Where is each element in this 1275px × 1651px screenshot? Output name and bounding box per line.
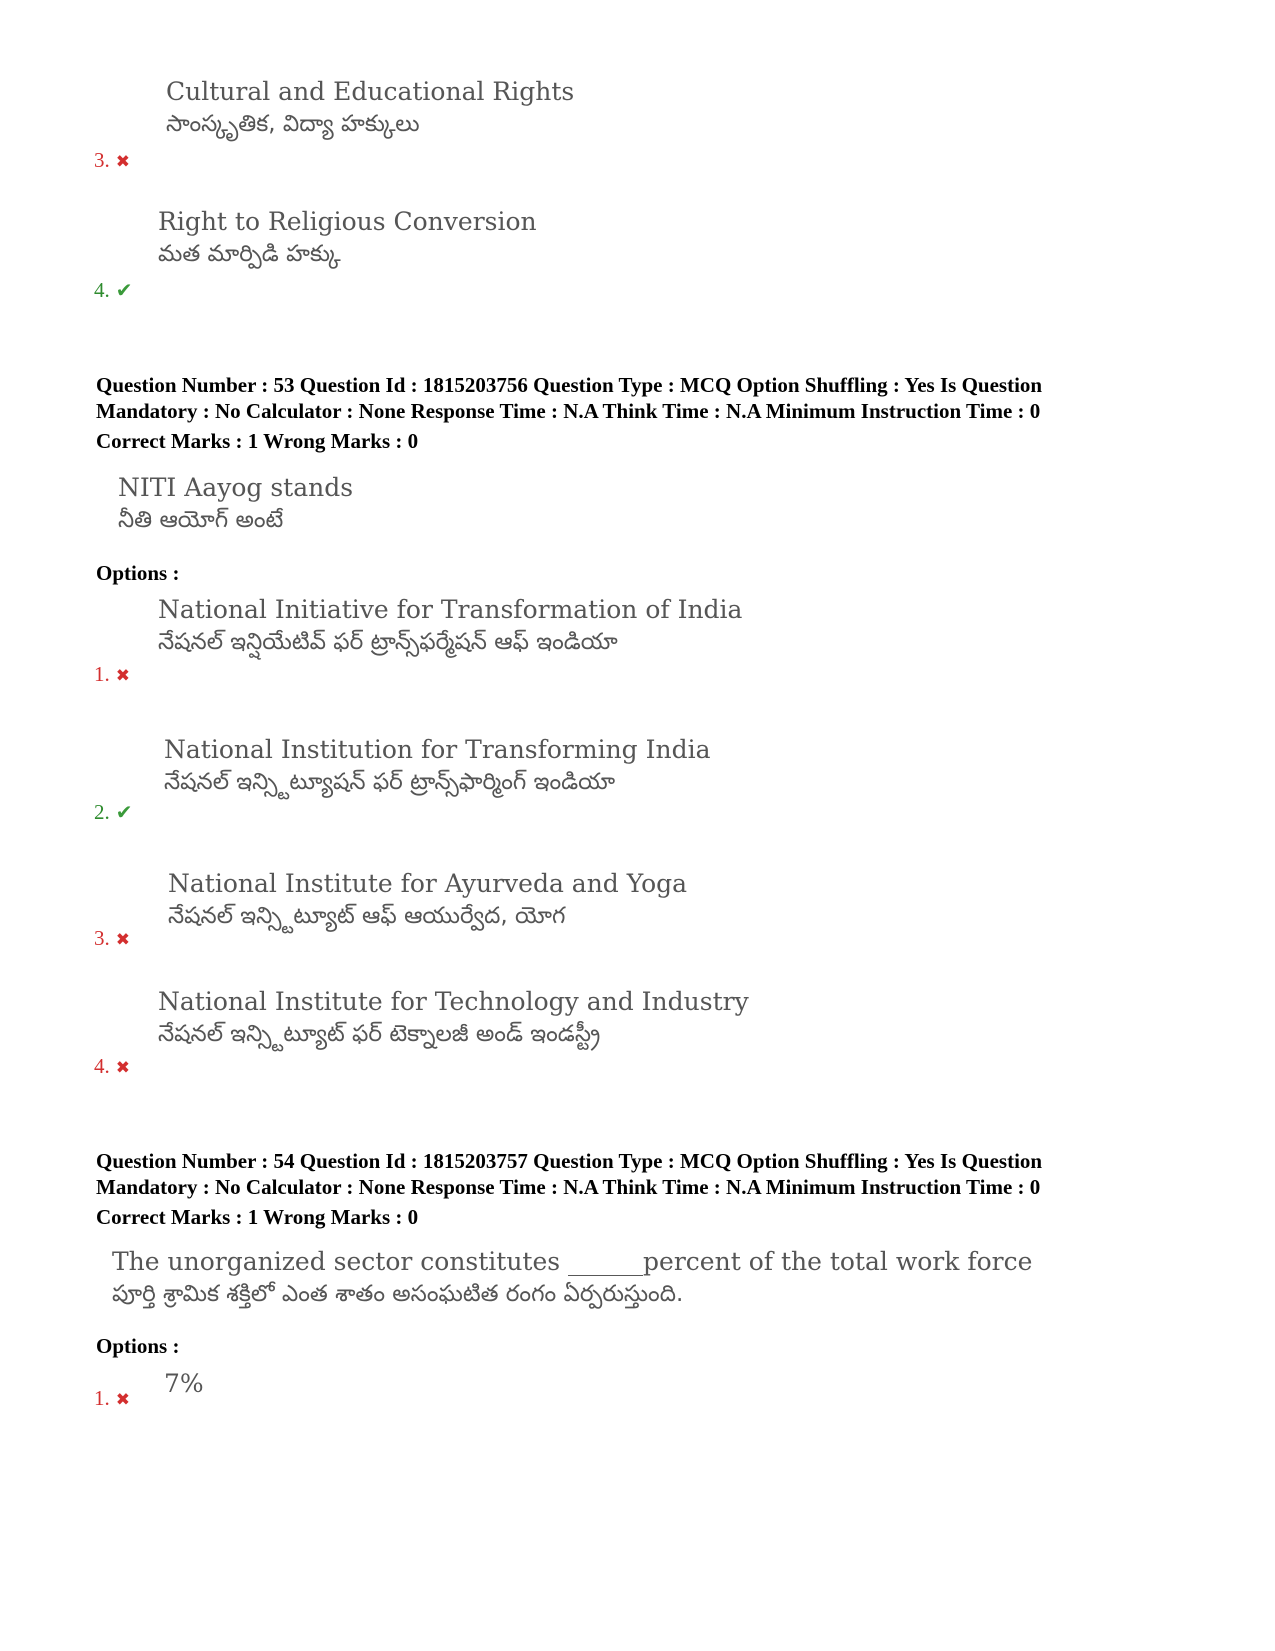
option-text-te: నేషనల్ ఇన్స్టిట్యూట్ ఆఫ్ ఆయుర్వేద, యోగ bbox=[168, 903, 566, 929]
option-text-en: National Institute for Technology and Industry bbox=[158, 987, 749, 1016]
options-label: Options : bbox=[96, 1334, 180, 1358]
option-number: 1. bbox=[94, 662, 110, 686]
q53-option-1-number bbox=[94, 662, 130, 688]
option-text-te: నేషనల్ ఇన్స్టిట్యూట్ ఫర్ టెక్నాలజీ అండ్ ఇండస్ట్రీ bbox=[158, 1021, 601, 1047]
cross-icon: ✖ bbox=[115, 930, 130, 950]
question-54-text bbox=[112, 1246, 1032, 1310]
option-number: 1. bbox=[94, 1386, 110, 1410]
question-text-te: నీతి ఆయోగ్ అంటే bbox=[118, 507, 284, 533]
q53-option-4-number bbox=[94, 1054, 130, 1080]
options-label: Options : bbox=[96, 561, 180, 585]
option-text-te: సాంస్కృతిక, విద్యా హక్కులు bbox=[166, 111, 420, 137]
question-text-en: The unorganized sector constitutes ______percent of the total work force bbox=[112, 1247, 1033, 1276]
cross-icon: ✖ bbox=[115, 1058, 130, 1078]
cross-icon: ✖ bbox=[115, 152, 130, 172]
prev-option-4 bbox=[158, 206, 537, 270]
question-text-en: NITI Aayog stands bbox=[118, 473, 354, 502]
option-number: 4. bbox=[94, 1054, 110, 1078]
option-number: 3. bbox=[94, 926, 110, 950]
q54-option-1 bbox=[164, 1368, 204, 1400]
option-number: 4. bbox=[94, 278, 110, 302]
cross-icon: ✖ bbox=[115, 1390, 130, 1410]
check-icon: ✔ bbox=[115, 800, 133, 824]
option-text-en: Right to Religious Conversion bbox=[158, 207, 537, 236]
meta-line: Mandatory : No Calculator : None Response Time : N.A Think Time : N.A Minimum Instruction Time : 0 bbox=[96, 399, 1041, 423]
check-icon: ✔ bbox=[115, 278, 133, 302]
question-53-marks: Correct Marks : 1 Wrong Marks : 0 bbox=[96, 429, 419, 453]
question-53-meta bbox=[96, 372, 1206, 424]
question-54-marks: Correct Marks : 1 Wrong Marks : 0 bbox=[96, 1205, 419, 1229]
option-number: 3. bbox=[94, 148, 110, 172]
q53-option-3 bbox=[168, 868, 687, 932]
meta-line: Question Number : 54 Question Id : 1815203757 Question Type : MCQ Option Shuffling : Yes Is Question bbox=[96, 1149, 1043, 1173]
option-text-en: National Initiative for Transformation of India bbox=[158, 595, 743, 624]
q53-option-2 bbox=[164, 734, 711, 798]
q53-option-1 bbox=[158, 594, 742, 658]
prev-option-3 bbox=[166, 76, 574, 140]
meta-line: Question Number : 53 Question Id : 1815203756 Question Type : MCQ Option Shuffling : Yes Is Question bbox=[96, 373, 1043, 397]
question-53-text bbox=[118, 472, 353, 536]
prev-option-3-number bbox=[94, 148, 130, 174]
option-text-en: 7% bbox=[164, 1369, 204, 1398]
option-text-en: National Institute for Ayurveda and Yoga bbox=[168, 869, 688, 898]
option-text-te: నేషనల్ ఇన్స్టిట్యూషన్ ఫర్ ట్రాన్స్‌ఫార్మింగ్ ఇండియా bbox=[164, 769, 616, 795]
question-54-meta bbox=[96, 1148, 1206, 1200]
option-text-en: National Institution for Transforming India bbox=[164, 735, 711, 764]
cross-icon: ✖ bbox=[115, 666, 130, 686]
q54-option-1-number bbox=[94, 1386, 130, 1412]
meta-line: Mandatory : No Calculator : None Response Time : N.A Think Time : N.A Minimum Instruction Time : 0 bbox=[96, 1175, 1041, 1199]
option-text-te: మత మార్పిడి హక్కు bbox=[158, 241, 341, 267]
question-text-te: పూర్తి శ్రామిక శక్తిలో ఎంత శాతం అసంఘటిత రంగం ఏర్పరుస్తుంది. bbox=[112, 1281, 684, 1307]
option-text-te: నేషనల్ ఇన్షియేటివ్ ఫర్ ట్రాన్స్‌ఫర్మేషన్ ఆఫ్ ఇండియా bbox=[158, 629, 618, 655]
option-number: 2. bbox=[94, 800, 110, 824]
q53-option-4 bbox=[158, 986, 749, 1050]
option-text-en: Cultural and Educational Rights bbox=[166, 77, 575, 106]
prev-option-4-number bbox=[94, 278, 133, 302]
q53-option-3-number bbox=[94, 926, 130, 952]
q53-option-2-number bbox=[94, 800, 133, 824]
